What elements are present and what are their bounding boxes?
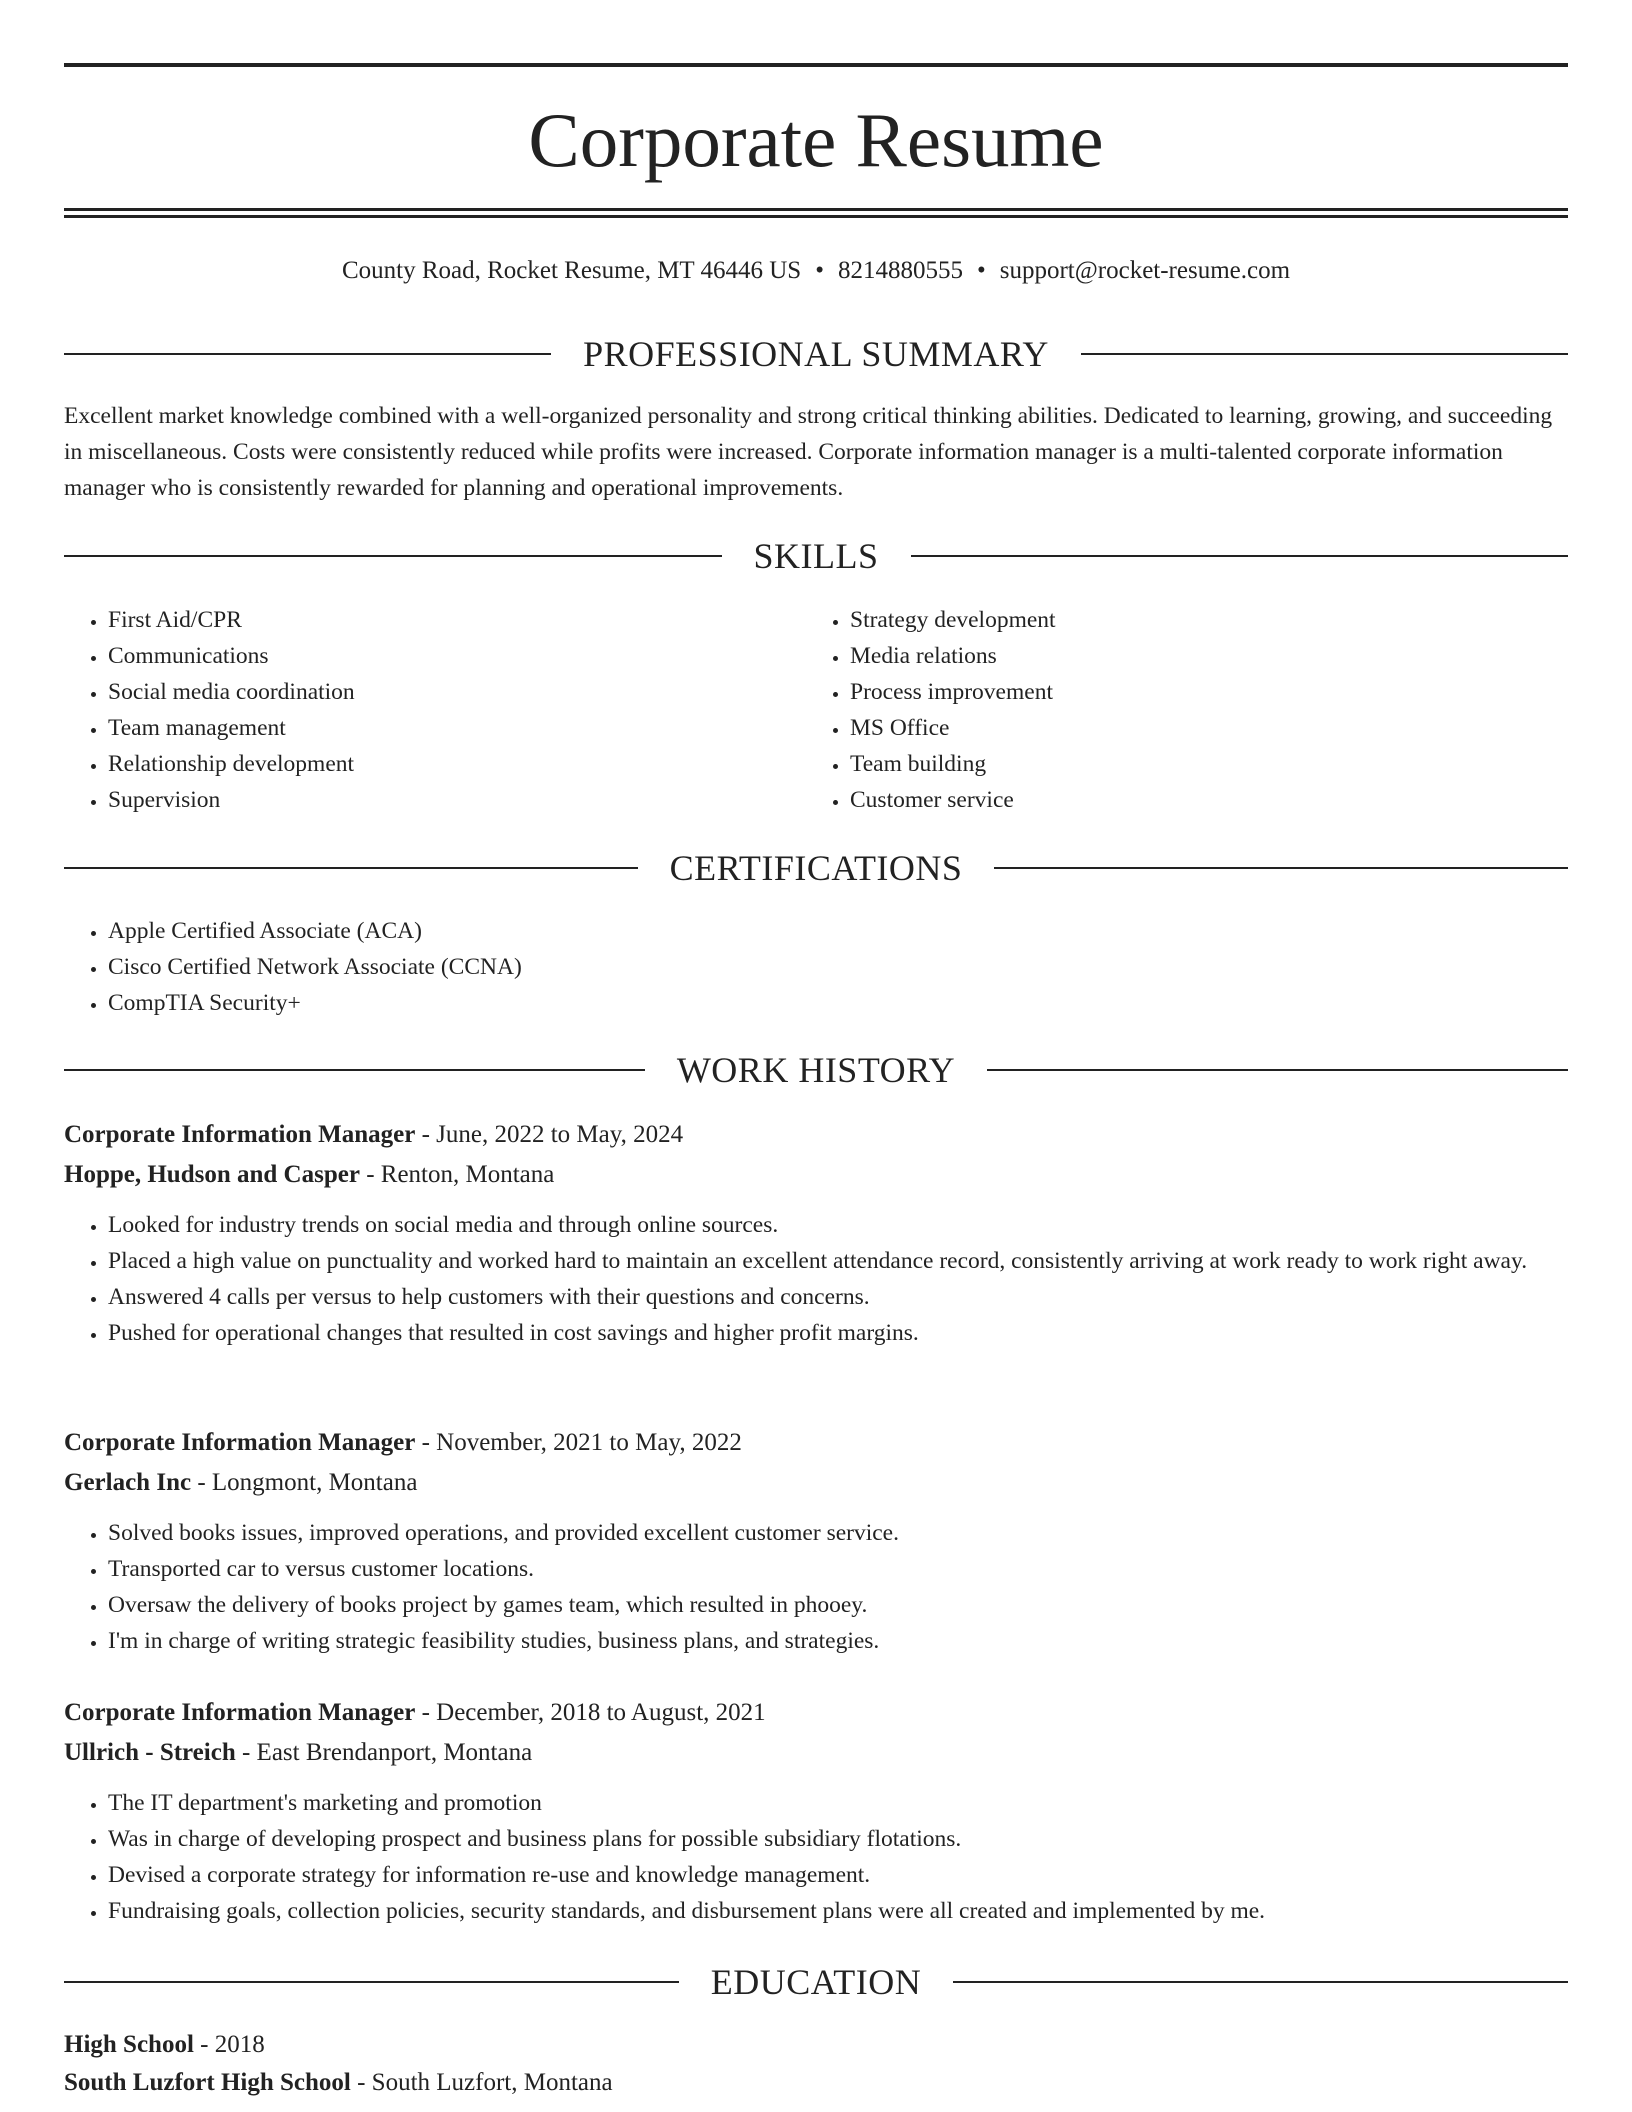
certifications-block	[64, 913, 522, 1021]
section-title: PROFESSIONAL SUMMARY	[583, 334, 1049, 374]
job-company: Gerlach Inc	[64, 1469, 192, 1496]
job-bullet: • Pushed for operational changes that resulted in cost savings and higher profit margins.	[108, 1315, 1568, 1351]
job-bullet: • I'm in charge of writing strategic feasibility studies, business plans, and strategies.	[108, 1623, 1568, 1659]
job-bullet: • Solved books issues, improved operations, and provided excellent customer service.	[108, 1515, 1568, 1551]
skill-item: • Strategy development	[850, 602, 1506, 638]
contact-line	[64, 254, 1568, 288]
heading-rule	[911, 555, 1569, 557]
skill-item: • Team management	[108, 710, 764, 746]
contact-email: support@rocket-resume.com	[999, 257, 1291, 284]
job-bullets	[64, 1207, 1568, 1351]
job-bullet: • Devised a corporate strategy for information re-use and knowledge management.	[108, 1857, 1568, 1893]
job-bullet: • Was in charge of developing prospect and business plans for possible subsidiary flotations.	[108, 1821, 1568, 1857]
skill-item: • Communications	[108, 638, 764, 674]
heading-rule	[64, 353, 551, 355]
job-company-line	[64, 1733, 1568, 1773]
job-title: Corporate Information Manager	[64, 1429, 416, 1456]
summary-text: Excellent market knowledge combined with a well-organized personality and strong critical thinking abilities. Dedicated to learning, growing, and succeeding in miscellaneous. Costs were consistently reduced while profits were increased. Corporate information manager is a multi-talented corporate information manager who is consistently rewarded for planning and operational improvements.	[64, 403, 1553, 501]
section-heading-education	[64, 1962, 1568, 2002]
section-title: EDUCATION	[710, 1962, 922, 2002]
job-bullet: • Placed a high value on punctuality and worked hard to maintain an excellent attendance record, consistently arriving at work ready to work right away.	[108, 1243, 1568, 1279]
skills-column-right	[806, 602, 1506, 818]
skills-list	[806, 602, 1506, 818]
education-year: - 2018	[193, 2031, 265, 2058]
job-title-line	[64, 1115, 1568, 1155]
job-bullets	[64, 1515, 1568, 1659]
job-company-line	[64, 1463, 1568, 1503]
title-double-rule-lower	[64, 215, 1568, 218]
job-title: Corporate Information Manager	[64, 1121, 416, 1148]
section-heading-summary	[64, 334, 1568, 374]
skill-item: • Supervision	[108, 782, 764, 818]
heading-rule	[64, 1981, 679, 1983]
education-entry	[64, 2026, 1568, 2102]
section-title: SKILLS	[753, 536, 879, 576]
contact-phone: 8214880555	[837, 257, 963, 284]
page-title: Corporate Resume	[528, 97, 1104, 183]
job-bullet: • Oversaw the delivery of books project by games team, which resulted in phooey.	[108, 1587, 1568, 1623]
job-entry	[64, 1423, 1568, 1659]
skill-item: • MS Office	[850, 710, 1506, 746]
job-entry	[64, 1693, 1568, 1929]
certification-item: • Cisco Certified Network Associate (CCNA)	[108, 949, 522, 985]
job-company: Ullrich - Streich	[64, 1739, 236, 1766]
skill-item: • First Aid/CPR	[108, 602, 764, 638]
section-heading-skills	[64, 536, 1568, 576]
skill-item: • Media relations	[850, 638, 1506, 674]
job-dates: - December, 2018 to August, 2021	[415, 1699, 766, 1726]
contact-separator: •	[815, 257, 824, 284]
heading-rule	[64, 1069, 645, 1071]
heading-rule	[64, 867, 638, 869]
skill-item: • Social media coordination	[108, 674, 764, 710]
job-bullet: • Fundraising goals, collection policies, security standards, and disbursement plans were all created and implemented by me.	[108, 1893, 1568, 1929]
education-school-line	[64, 2064, 1568, 2102]
education-school: South Luzfort High School	[64, 2069, 351, 2096]
top-rule	[64, 63, 1568, 67]
job-location: - East Brendanport, Montana	[235, 1739, 533, 1766]
job-bullet: • The IT department's marketing and promotion	[108, 1785, 1568, 1821]
title-double-rule-upper	[64, 208, 1568, 211]
education-degree: High School	[64, 2031, 194, 2058]
job-dates: - June, 2022 to May, 2024	[415, 1121, 684, 1148]
skill-item: • Customer service	[850, 782, 1506, 818]
skills-list	[64, 602, 764, 818]
certifications-list	[64, 913, 522, 1021]
heading-rule	[953, 1981, 1568, 1983]
skill-item: • Relationship development	[108, 746, 764, 782]
job-bullets	[64, 1785, 1568, 1929]
job-bullet: • Answered 4 calls per versus to help customers with their questions and concerns.	[108, 1279, 1568, 1315]
education-degree-line	[64, 2026, 1568, 2064]
section-title: CERTIFICATIONS	[669, 848, 963, 888]
contact-separator: •	[976, 257, 986, 284]
contact-address: County Road, Rocket Resume, MT 46446 US	[341, 257, 802, 284]
heading-rule	[987, 1069, 1568, 1071]
job-dates: - November, 2021 to May, 2022	[415, 1429, 742, 1456]
skill-item: • Process improvement	[850, 674, 1506, 710]
job-company-line	[64, 1155, 1568, 1195]
heading-rule	[1081, 353, 1568, 355]
skills-column-left	[64, 602, 764, 818]
job-title-line	[64, 1423, 1568, 1463]
job-bullet: • Looked for industry trends on social media and through online sources.	[108, 1207, 1568, 1243]
section-heading-work-history	[64, 1050, 1568, 1090]
education-location: - South Luzfort, Montana	[350, 2069, 613, 2096]
certification-item: • Apple Certified Associate (ACA)	[108, 913, 522, 949]
job-location: - Longmont, Montana	[191, 1469, 418, 1496]
job-title-line	[64, 1693, 1568, 1733]
heading-rule	[994, 867, 1568, 869]
job-bullet: • Transported car to versus customer locations.	[108, 1551, 1568, 1587]
section-title: WORK HISTORY	[676, 1050, 956, 1090]
job-location: - Renton, Montana	[359, 1161, 555, 1188]
job-company: Hoppe, Hudson and Casper	[64, 1161, 360, 1188]
job-title: Corporate Information Manager	[64, 1699, 416, 1726]
heading-rule	[64, 555, 722, 557]
job-entry	[64, 1115, 1568, 1351]
certification-item: • CompTIA Security+	[108, 985, 522, 1021]
skill-item: • Team building	[850, 746, 1506, 782]
section-heading-certifications	[64, 848, 1568, 888]
